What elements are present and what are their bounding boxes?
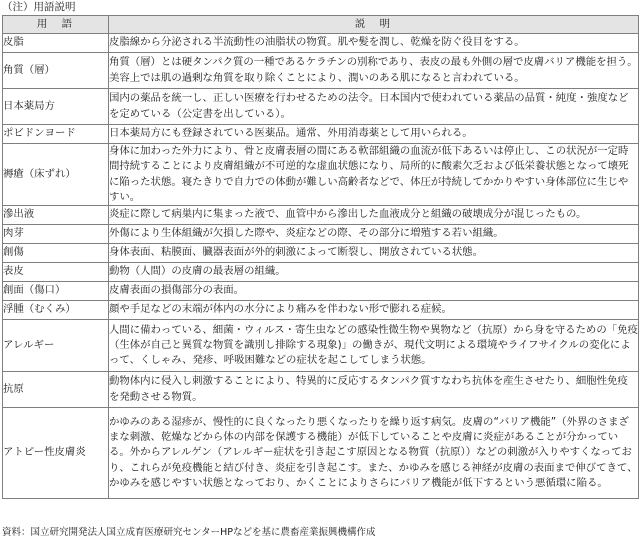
description-cell: 角質（層）とは硬タンパク質の一種であるケラチンの別称であり、表皮の最も外側の層で皮膚バリア機能を担う。美容上では肌の過剰な角質を取り除くことにより、潤いのある肌になると言われている。 xyxy=(109,53,639,89)
term-cell: 滲出液 xyxy=(3,206,109,225)
header-description: 説 明 xyxy=(109,16,639,34)
description-cell: 人間に備わっている、細菌・ウィルス・寄生虫などの感染性微生物や異物など（抗原）から身を守るための「免疫（生体が自己と異質な物質を識別し排除する現象)」の働きが、現代文明による環境やライフサイクルの変化によって、くしゃみ、発疹、呼吸困難などの症状を起こしてしまう状態。 xyxy=(109,320,639,372)
term-cell: 抗原 xyxy=(3,372,109,408)
source-note: 資料：国立研究開発法人国立成育医療研究センターHPなどを基に農畜産業振興機構作成 xyxy=(2,527,376,538)
term-cell: 創面（傷口） xyxy=(3,282,109,301)
term-cell: 皮脂 xyxy=(3,34,109,53)
table-row xyxy=(3,125,639,144)
table-header-row xyxy=(3,16,639,34)
description-cell: 顔や手足などの末端が体内の水分により痛みを伴わない形で膨れる症候。 xyxy=(109,301,639,320)
description-cell: 身体表面、粘膜面、臓器表面が外的刺激によって断裂し、開放されている状態。 xyxy=(109,244,639,263)
term-cell: 肉芽 xyxy=(3,225,109,244)
description-cell: 日本薬局方にも登録されている医薬品。通常、外用消毒薬として用いられる。 xyxy=(109,125,639,144)
description-cell: 国内の薬品を統一し、正しい医療を行わせるための法令。日本国内で使われている薬品の品質・純度・強度などを定めている（公定書を出している）。 xyxy=(109,89,639,125)
note-label: （注）用語説明 xyxy=(2,1,76,13)
description-cell: 外傷により生体組織が欠損した際や、炎症などの際、その部分に増殖する若い組織。 xyxy=(109,225,639,244)
header-term: 用 語 xyxy=(3,16,109,34)
term-cell: 日本薬局方 xyxy=(3,89,109,125)
term-cell: 表皮 xyxy=(3,263,109,282)
table-row xyxy=(3,301,639,320)
description-cell: 動物体内に侵入し刺激することにより、特異的に反応するタンパク質すなわち抗体を産生させたり、細胞性免疫を発動させる物質。 xyxy=(109,372,639,408)
term-cell: 創傷 xyxy=(3,244,109,263)
description-cell: 身体に加わった外力により、骨と皮膚表層の間にある軟部組織の血流が低下あるいは停止し、この状況が一定時間持続することにより皮膚組織が不可逆的な虚血状態になり、局所的に酸素欠乏および低栄養状態となって壊死に陥った状態。寝たきりで自力での体動が難しい高齢者などで、体圧が持続してかかりやすい身体部位に生じやすい。 xyxy=(109,144,639,206)
table-row xyxy=(3,244,639,263)
table-row xyxy=(3,34,639,53)
description-cell: かゆみのある湿疹が、慢性的に良くなったり悪くなったりを繰り返す病気。皮膚の“バリア機能”（外界のさまざまな刺激、乾燥などから体の内部を保護する機能）が低下していることや皮膚に炎症があることが分かっている。外からアレルゲン（アレルギー症状を引き起こす原因となる物質（抗原））などの刺激が入りやすくなっており、これらが免疫機能と結び付き、炎症を引き起こす。また、かゆみを感じる神経が皮膚の表面まで伸びてきて、かゆみを感じやすい状態となっており、かくことによりさらにバリア機能が低下するという悪循環に陥る。 xyxy=(109,408,639,499)
table-row xyxy=(3,89,639,125)
term-cell: アトピー性皮膚炎 xyxy=(3,408,109,499)
table-row xyxy=(3,53,639,89)
description-cell: 皮膚表面の損傷部分の表面。 xyxy=(109,282,639,301)
table-row xyxy=(3,263,639,282)
term-cell: 褥瘡（床ずれ） xyxy=(3,144,109,206)
description-cell: 皮脂線から分泌される半流動性の油脂状の物質。肌や髪を潤し、乾燥を防ぐ役目をする。 xyxy=(109,34,639,53)
term-cell: 角質（層） xyxy=(3,53,109,89)
glossary-table xyxy=(2,15,639,499)
term-cell: 浮腫（むくみ） xyxy=(3,301,109,320)
table-row xyxy=(3,225,639,244)
table-row xyxy=(3,372,639,408)
table-row xyxy=(3,206,639,225)
term-cell: ポビドンヨード xyxy=(3,125,109,144)
table-row xyxy=(3,408,639,499)
table-row xyxy=(3,282,639,301)
table-row xyxy=(3,320,639,372)
term-cell: アレルギー xyxy=(3,320,109,372)
table-row xyxy=(3,144,639,206)
description-cell: 動物（人間）の皮膚の最表層の組織。 xyxy=(109,263,639,282)
description-cell: 炎症に際して病巣内に集まった液で、血管中から滲出した血液成分と組織の破壊成分が混じったもの。 xyxy=(109,206,639,225)
